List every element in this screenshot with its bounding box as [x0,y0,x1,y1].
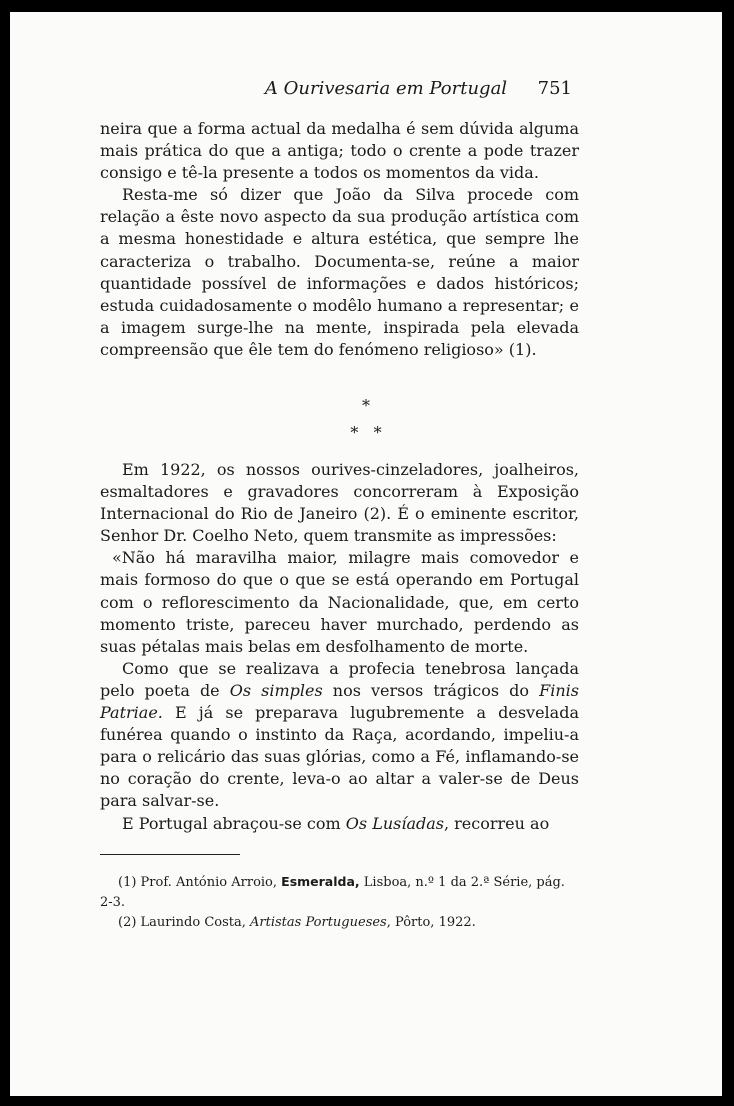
text-run: , recorreu ao [443,813,550,833]
paragraph-continued: neira que a forma actual da medalha é sem dúvida alguma mais prática do que a antiga; todo o crente a pode trazer consigo e tê-la presente a todos os momentos da vida. [100,119,579,183]
quoted-paragraph: «Não há maravilha maior, milagre mais comovedor e mais formoso do que o que se está operando em Portugal com o reflorescimento da Nacionalidade, que, em certo momento triste, pareceu haver murchado, perdendo as suas pétalas mais belas em desfolhamento de morte. [100,548,579,656]
text-run: (2) Laurindo Costa, [118,915,251,930]
book-title: Os Lusíadas [345,813,444,833]
body-text [100,118,579,361]
running-head-title: A Ourivesaria em Portugal [264,78,508,99]
text-run: , Pôrto, 1922. [386,915,476,930]
page-number: 751 [537,78,572,99]
footnote-2 [100,913,579,933]
section-break-stars: * * [350,423,382,442]
paragraph: Resta-me só dizer que João da Silva procede com relação a êste novo aspecto da sua produção artística com a mesma honestidade e altura estética, que sempre lhe caracteriza o trabalho. Documenta-se, reúne a maior quantidade possível de informações e dados históricos; estuda cuidadosamente o modêlo humano a representar; e a imagem surge-lhe na mente, inspirada pela elevada compreensão que êle tem do fenómeno religioso» (1). [100,185,579,359]
paragraph: Em 1922, os nossos ourives-cinzeladores, joalheiros, esmaltadores e gravadores concorreram à Exposição Internacional do Rio de Janeiro (2). É o eminente escritor, Senhor Dr. Coelho Neto, quem transmite as impressões: [100,460,579,546]
footnote-1 [100,872,579,913]
text-run: (1) Prof. António Arroio, [118,875,282,890]
book-title: Artistas Portugueses [250,915,387,930]
body-text-second [100,459,579,835]
text-run: nos versos trágicos do [322,680,540,700]
footnote-rule [100,854,240,855]
book-title: Os simples [229,680,323,700]
text-run: E Portugal abraçou-se com [122,813,346,833]
text-run: Como que se realizava a profecia tenebrosa lançada pelo poeta de [100,658,579,700]
paragraph [100,658,579,813]
paragraph [100,813,579,835]
journal-title: Esmeralda, [281,874,360,889]
book-page [10,12,722,1096]
text-run: Lisboa, n.º 1 da 2.ª Série, pág. 2-3. [100,875,565,910]
section-break-star: * [362,396,370,415]
book-title: Finis Patriae. [100,680,579,723]
footnotes [100,872,579,933]
text-run: E já se preparava lugubremente a desvelada funérea quando o instinto da Raça, acordando, impeliu-a para o relicário das suas glórias, como a Fé, inflamando-se no coração do crente, leva-o ao altar a valer-se de Deus para salvar-se. [100,703,579,811]
